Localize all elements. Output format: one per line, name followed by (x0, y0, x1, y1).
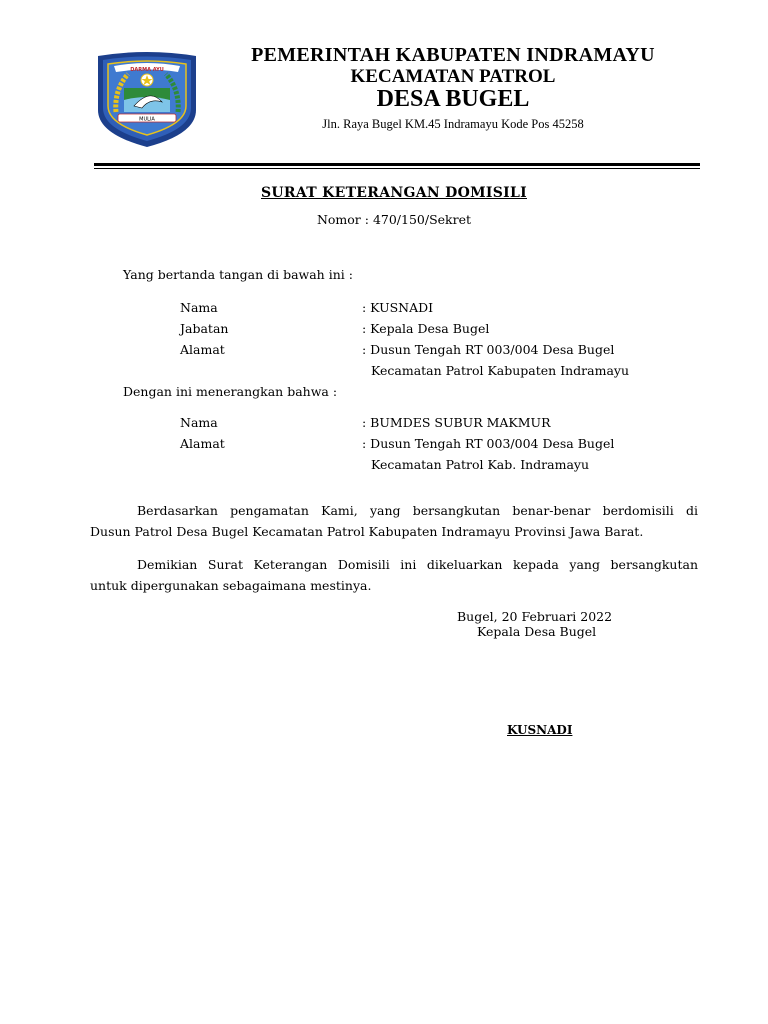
paragraph-1-line-2: Dusun Patrol Desa Bugel Kecamatan Patrol Kabupaten Indramayu Provinsi Jawa Barat. (90, 524, 644, 539)
paragraph-2-line-2: untuk dipergunakan sebagaimana mestinya. (90, 578, 372, 593)
letter-title: SURAT KETERANGAN DOMISILI (261, 185, 527, 201)
header-subdistrict: KECAMATAN PATROL (350, 66, 556, 87)
emblem-text: DARMA AYU (130, 67, 164, 73)
header-government: PEMERINTAH KABUPATEN INDRAMAYU (251, 44, 655, 66)
intro-text: Yang bertanda tangan di bawah ini : (123, 267, 353, 282)
signer-value-address-cont: Kecamatan Patrol Kabupaten Indramayu (371, 363, 630, 378)
signer-label-address: Alamat (180, 342, 225, 357)
paragraph-1-line-1: Berdasarkan pengamatan Kami, yang bersangkutan benar-benar berdomisili di (137, 503, 698, 518)
header-village: DESA BUGEL (376, 86, 530, 112)
subject-label-address: Alamat (180, 436, 225, 451)
signer-label-name: Nama (180, 300, 218, 315)
intro2-text: Dengan ini menerangkan bahwa : (123, 384, 338, 399)
signer-value-address: : Dusun Tengah RT 003/004 Desa Bugel (362, 342, 615, 357)
signer-label-position: Jabatan (180, 321, 229, 336)
signer-position: Kepala Desa Bugel (477, 624, 597, 639)
subject-value-name: : BUMDES SUBUR MAKMUR (362, 415, 551, 430)
subject-value-address: : Dusun Tengah RT 003/004 Desa Bugel (362, 436, 615, 451)
signer-value-position: : Kepala Desa Bugel (362, 321, 490, 336)
signer-name: KUSNADI (507, 723, 573, 737)
letter-number: Nomor : 470/150/Sekret (316, 212, 472, 227)
subject-label-name: Nama (180, 415, 218, 430)
paragraph-2-line-1: Demikian Surat Keterangan Domisili ini dikeluarkan kepada yang bersangkutan (137, 557, 698, 572)
emblem-ribbon-text: MULIA (139, 116, 155, 123)
letterhead-rule (94, 163, 700, 166)
regency-emblem (94, 50, 200, 148)
subject-value-address-cont: Kecamatan Patrol Kab. Indramayu (371, 457, 590, 472)
place-date: Bugel, 20 Februari 2022 (457, 609, 613, 624)
header-address: Jln. Raya Bugel KM.45 Indramayu Kode Pos 45258 (322, 117, 584, 131)
signer-value-name: : KUSNADI (362, 300, 434, 315)
letterhead-rule-thin (94, 168, 700, 169)
